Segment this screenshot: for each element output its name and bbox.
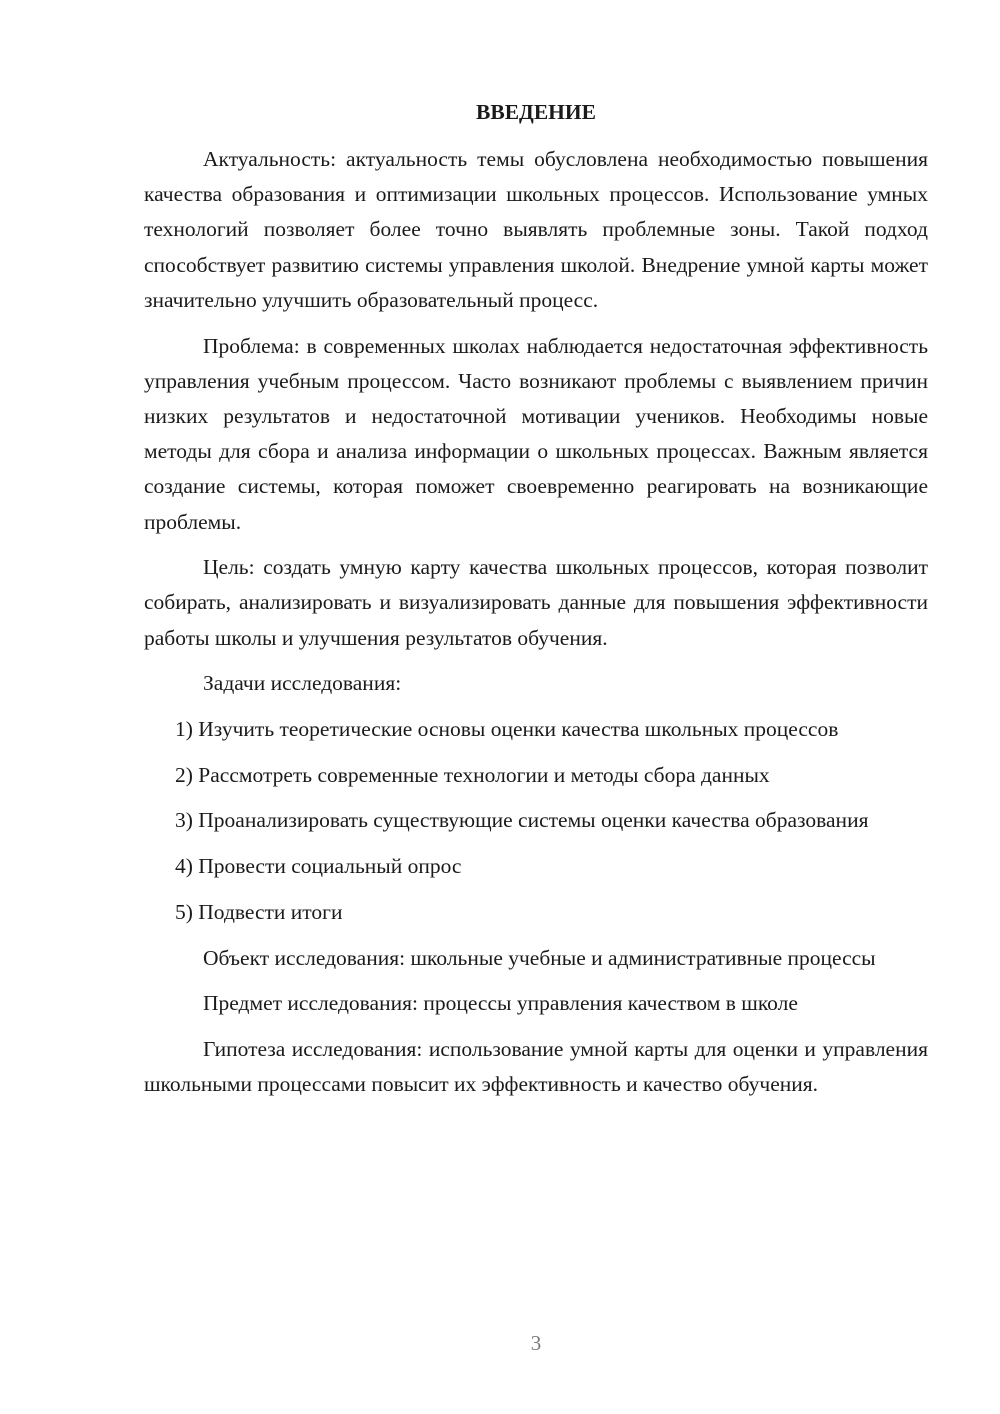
- task-item-5: 5) Подвести итоги: [175, 899, 343, 924]
- document-page: [144, 95, 928, 1102]
- task-item-3: 3) Проанализировать существующие системы оценки качества образования: [175, 808, 869, 833]
- task-item-1: 1) Изучить теоретические основы оценки качества школьных процессов: [175, 717, 839, 742]
- task-item-4: 4) Провести социальный опрос: [175, 854, 462, 879]
- tasks-heading: Задачи исследования:: [203, 671, 402, 696]
- page-number: 3: [530, 1331, 542, 1355]
- page-title: ВВЕДЕНИЕ: [476, 100, 596, 124]
- paragraph-object: Объект исследования: школьные учебные и административные процессы: [203, 945, 876, 970]
- task-item-2: 2) Рассмотреть современные технологии и методы сбора данных: [175, 762, 770, 787]
- paragraph-subject: Предмет исследования: процессы управления качеством в школе: [203, 991, 798, 1016]
- paragraph-relevance: Актуальность: актуальность темы обусловлена необходимостью повышения качества образования и оптимизации школьных процессов. Использование умных технологий позволяет более точно выявлять проблемные зоны. Такой подход способствует развитию системы управления школой. Внедрение умной карты может значительно улучшить образовательный процесс.: [144, 147, 928, 312]
- paragraph-problem: Проблема: в современных школах наблюдается недостаточная эффективность управления учебным процессом. Часто возникают проблемы с выявлением причин низких результатов и недостаточной мотивации учеников. Необходимы новые методы для сбора и анализа информации о школьных процессах. Важным является создание системы, которая поможет своевременно реагировать на возникающие проблемы.: [144, 333, 928, 534]
- paragraph-goal: Цель: создать умную карту качества школьных процессов, которая позволит собирать, анализировать и визуализировать данные для повышения эффективности работы школы и улучшения результатов обучения.: [144, 555, 928, 650]
- paragraph-hypothesis: Гипотеза исследования: использование умной карты для оценки и управления школьными процессами повысит их эффективность и качество обучения.: [144, 1036, 928, 1097]
